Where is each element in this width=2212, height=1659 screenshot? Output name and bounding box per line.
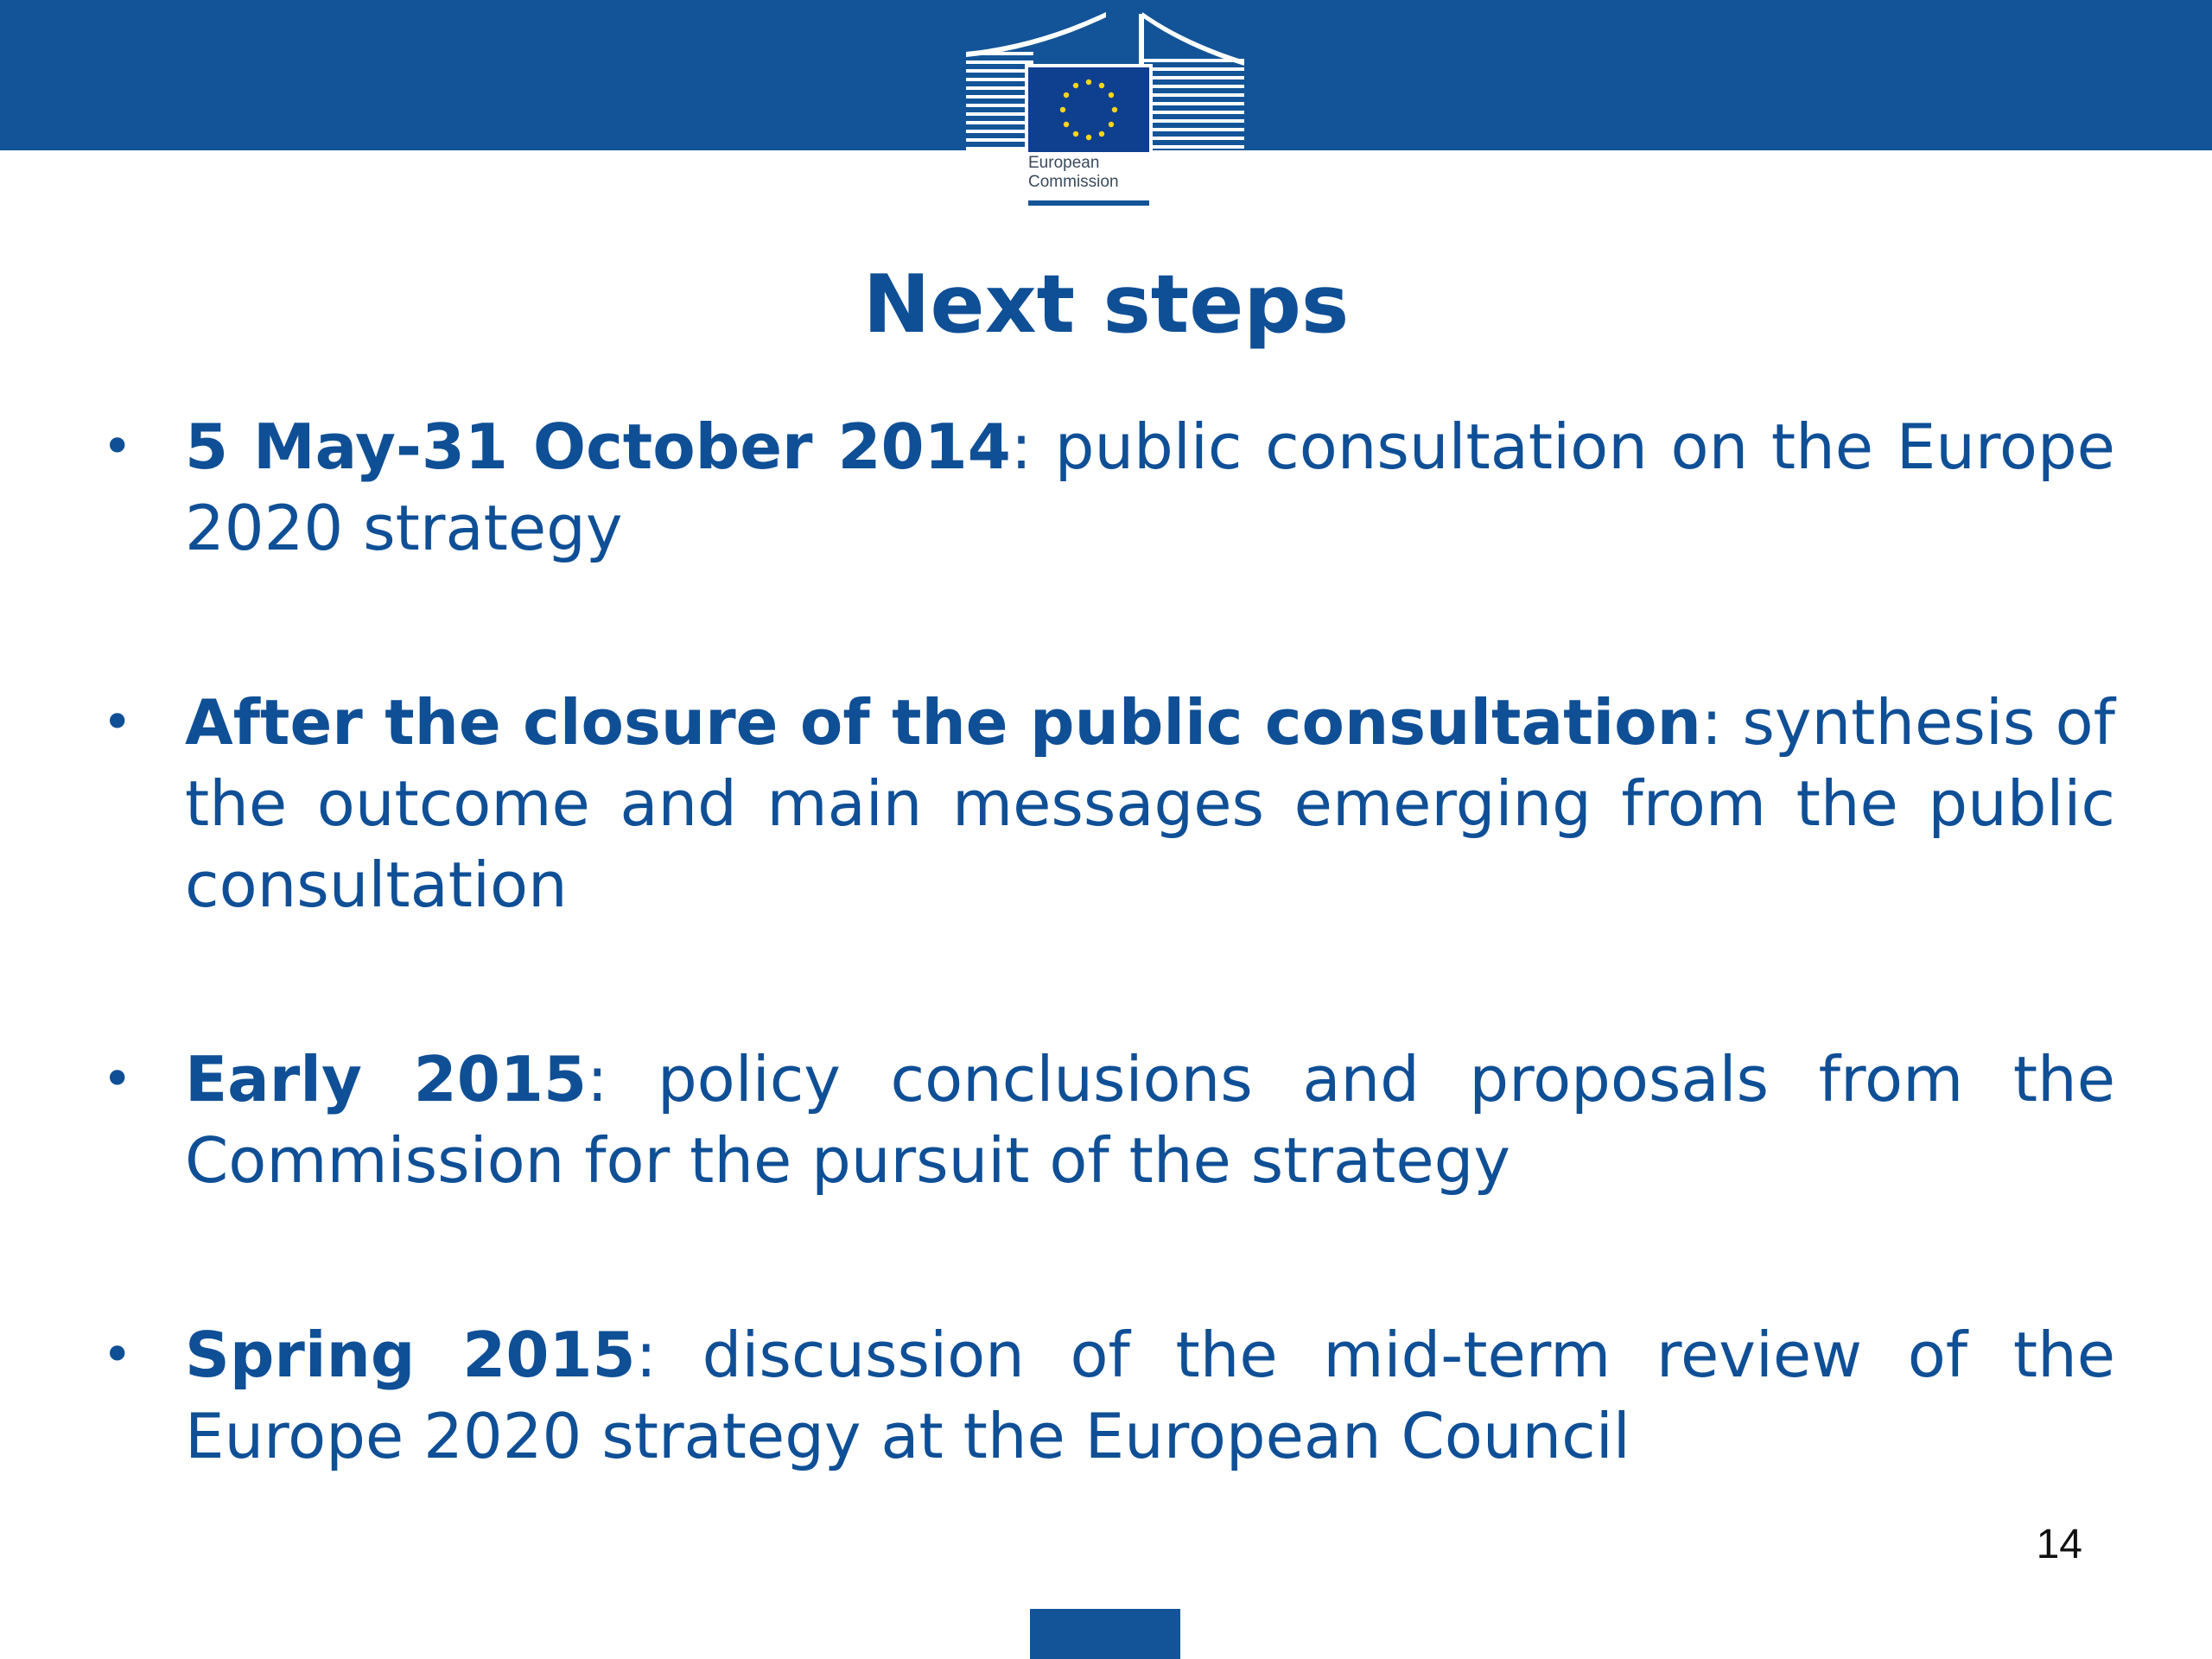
bullet-text: : discussion of the mid-term review of the Europe 2020 strategy at the European Council — [185, 1319, 2115, 1472]
page-number: 14 — [2036, 1522, 2082, 1567]
bullet-lead: After the closure of the public consultation — [185, 686, 1701, 759]
logo-card-underline — [1028, 200, 1149, 206]
building-left-stripes — [966, 52, 1033, 150]
building-right-stripes — [1142, 59, 1244, 149]
bullet-item — [102, 406, 2115, 569]
bullet-dot: • — [102, 1325, 133, 1385]
bullet-text: : synthesis of the outcome and main messages emerging from the public consultation — [185, 686, 2115, 921]
slide-title: Next steps — [862, 257, 1350, 351]
bullet-dot: • — [102, 692, 133, 753]
bullet-list — [102, 406, 2115, 1590]
building-left-roof — [966, 12, 1106, 57]
bullet-lead: Early 2015 — [185, 1043, 588, 1116]
footer-tab — [1030, 1609, 1180, 1659]
logo-label-line2: Commission — [1028, 173, 1119, 191]
bullet-item — [102, 1314, 2115, 1477]
bullet-text: : policy conclusions and proposals from the Commission for the pursuit of the strategy — [185, 1043, 2115, 1197]
logo-label — [1028, 154, 1144, 192]
bullet-text: : public consultation on the Europe 2020 strategy — [185, 410, 2115, 564]
bullet-item — [102, 1039, 2115, 1201]
bullet-lead: Spring 2015 — [185, 1319, 636, 1391]
bullet-dot: • — [102, 416, 133, 477]
logo-label-line1: European — [1028, 154, 1100, 172]
bullet-dot: • — [102, 1049, 133, 1109]
bullet-item — [102, 682, 2115, 925]
bullet-lead: 5 May-31 October 2014 — [185, 410, 1011, 483]
building-right-roof — [1142, 12, 1244, 66]
